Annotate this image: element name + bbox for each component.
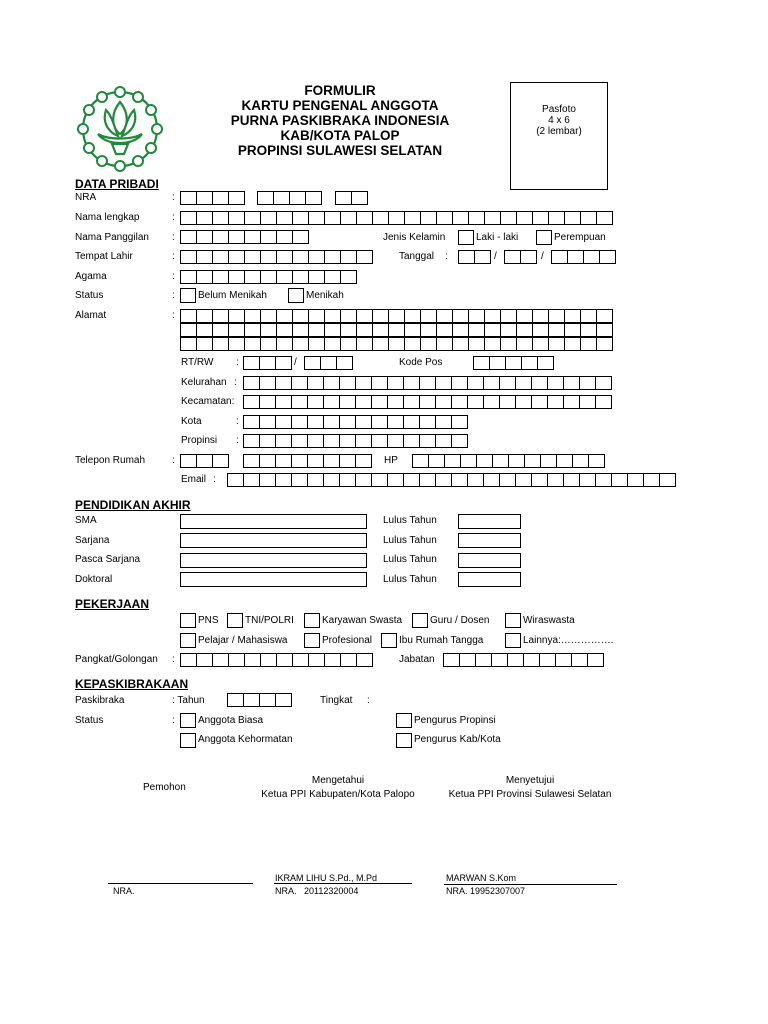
colon: : xyxy=(172,455,175,466)
label-status-paskib: Status xyxy=(75,715,104,726)
colon: : xyxy=(172,290,175,301)
signature-line-kab xyxy=(274,883,412,884)
label-perempuan: Perempuan xyxy=(554,232,606,243)
email-field[interactable] xyxy=(227,473,676,487)
pengurus-kab-checkbox[interactable] xyxy=(396,733,412,748)
label-telepon: Telepon Rumah xyxy=(75,455,146,466)
form-title-4: KAB/KOTA PALOP xyxy=(280,128,400,143)
tahun-field[interactable] xyxy=(227,693,292,707)
lainnya-checkbox[interactable] xyxy=(505,633,521,648)
wiraswasta-checkbox[interactable] xyxy=(505,613,521,628)
ketua-kab-label: Ketua PPI Kabupaten/Kota Palopo xyxy=(261,789,415,800)
pasfoto-box xyxy=(510,82,608,190)
sma-field[interactable] xyxy=(180,514,367,529)
form-title-1: FORMULIR xyxy=(304,83,376,98)
label-tempat-lahir: Tempat Lahir xyxy=(75,251,133,262)
form-title-5: PROPINSI SULAWESI SELATAN xyxy=(237,143,443,158)
section-pendidikan: PENDIDIKAN AKHIR xyxy=(75,498,191,512)
label-nama-lengkap: Nama lengkap xyxy=(75,212,140,223)
guru-dosen-checkbox[interactable] xyxy=(412,613,428,628)
label-pasca-sarjana: Pasca Sarjana xyxy=(75,554,141,565)
profesional-checkbox[interactable] xyxy=(304,633,320,648)
label-lulus: Lulus Tahun xyxy=(383,535,437,546)
colon: : xyxy=(172,654,175,665)
label-menikah: Menikah xyxy=(306,290,344,301)
menikah-checkbox[interactable] xyxy=(288,288,304,303)
ppi-logo xyxy=(70,84,170,174)
slash: / xyxy=(494,251,497,262)
section-pekerjaan: PEKERJAAN xyxy=(75,597,150,611)
label-ibu-rumah-tangga: Ibu Rumah Tangga xyxy=(399,635,484,646)
signer-kab-name: IKRAM LIHU S.Pd., M.Pd xyxy=(275,873,378,883)
colon: : xyxy=(172,271,175,282)
pasfoto-label: Pasfoto xyxy=(542,104,576,115)
label-tanggal: Tanggal xyxy=(399,251,435,262)
label-hp: HP xyxy=(384,455,398,466)
laki-checkbox[interactable] xyxy=(458,230,474,245)
section-data-pribadi: DATA PRIBADI xyxy=(75,177,159,191)
pasfoto-size: 4 x 6 xyxy=(548,115,570,126)
section-kepaskibrakaan: KEPASKIBRAKAAN xyxy=(75,677,189,691)
colon: : xyxy=(172,251,175,262)
alamat-field-1[interactable] xyxy=(180,309,613,323)
nra-field-3[interactable] xyxy=(335,191,368,205)
label-status: Status xyxy=(75,290,104,301)
jabatan-field[interactable] xyxy=(443,653,604,667)
rt-field[interactable] xyxy=(243,356,292,370)
doktoral-field[interactable] xyxy=(180,572,367,587)
perempuan-checkbox[interactable] xyxy=(536,230,552,245)
kota-field[interactable] xyxy=(243,415,468,429)
telepon-number-field[interactable] xyxy=(243,454,372,468)
ketua-prov-label: Ketua PPI Provinsi Sulawesi Selatan xyxy=(448,789,612,800)
nama-lengkap-field[interactable] xyxy=(180,211,613,225)
colon: : xyxy=(213,474,216,485)
label-tingkat: Tingkat xyxy=(320,695,353,706)
form-title-3: PURNA PASKIBRAKA INDONESIA xyxy=(230,113,450,128)
label-nra: NRA xyxy=(75,192,97,203)
label-guru-dosen: Guru / Dosen xyxy=(430,615,490,626)
label-profesional: Profesional xyxy=(322,635,373,646)
kode-pos-field[interactable] xyxy=(473,356,554,370)
tempat-lahir-field[interactable] xyxy=(180,250,373,264)
label-rtrw: RT/RW xyxy=(181,357,214,368)
colon: : xyxy=(172,715,175,726)
mengetahui-label: Mengetahui xyxy=(311,775,365,786)
sarjana-lulus-field[interactable] xyxy=(458,533,521,548)
label-lulus: Lulus Tahun xyxy=(383,574,437,585)
label-laki: Laki - laki xyxy=(476,232,519,243)
label-kelurahan: Kelurahan xyxy=(181,377,227,388)
label-tahun: : Tahun xyxy=(172,695,205,706)
label-kecamatan: Kecamatan: xyxy=(181,396,235,407)
menyetujui-label: Menyetujui xyxy=(505,775,555,786)
label-lulus: Lulus Tahun xyxy=(383,515,437,526)
label-pangkat: Pangkat/Golongan xyxy=(75,654,158,665)
label-jabatan: Jabatan xyxy=(399,654,435,665)
label-pelajar: Pelajar / Mahasiswa xyxy=(198,635,288,646)
label-email: Email xyxy=(181,474,207,485)
hp-field[interactable] xyxy=(412,454,605,468)
tanggal-year-field[interactable] xyxy=(551,250,616,264)
sarjana-field[interactable] xyxy=(180,533,367,548)
label-anggota-kehormatan: Anggota Kehormatan xyxy=(198,734,293,745)
label-tni-polri: TNI/POLRI xyxy=(245,615,294,626)
label-sma: SMA xyxy=(75,515,97,526)
pasca-lulus-field[interactable] xyxy=(458,553,521,568)
telepon-area-field[interactable] xyxy=(180,454,229,468)
kelurahan-field[interactable] xyxy=(243,376,612,390)
alamat-field-3[interactable] xyxy=(180,337,613,351)
pangkat-field[interactable] xyxy=(180,653,373,667)
pemohon-nra: NRA. xyxy=(113,886,135,896)
colon: : xyxy=(172,310,175,321)
pasfoto-count: (2 lembar) xyxy=(536,126,582,137)
label-belum-menikah: Belum Menikah xyxy=(198,290,267,301)
tanggal-day-field[interactable] xyxy=(458,250,491,264)
sma-lulus-field[interactable] xyxy=(458,514,521,529)
nama-panggilan-field[interactable] xyxy=(180,230,309,244)
label-alamat: Alamat xyxy=(75,310,107,321)
colon: : xyxy=(172,192,175,203)
ibu-rumah-tangga-checkbox[interactable] xyxy=(381,633,397,648)
tni-polri-checkbox[interactable] xyxy=(227,613,243,628)
kecamatan-field[interactable] xyxy=(243,395,612,409)
colon: : xyxy=(236,416,239,427)
label-propinsi: Propinsi xyxy=(181,435,218,446)
label-pengurus-kab: Pengurus Kab/Kota xyxy=(414,734,501,745)
label-agama: Agama xyxy=(75,271,107,282)
colon: : xyxy=(236,435,239,446)
doktoral-lulus-field[interactable] xyxy=(458,572,521,587)
nra-field-1[interactable] xyxy=(180,191,245,205)
label-lainnya: Lainnya:……………. xyxy=(523,635,614,646)
pelajar-checkbox[interactable] xyxy=(180,633,196,648)
colon: : xyxy=(172,232,175,243)
signer-prov-name: MARWAN S.Kom xyxy=(446,873,517,883)
propinsi-field[interactable] xyxy=(243,434,468,448)
colon: : xyxy=(236,357,239,368)
agama-field[interactable] xyxy=(180,270,357,284)
label-paskibraka: Paskibraka xyxy=(75,695,125,706)
label-kode-pos: Kode Pos xyxy=(399,357,443,368)
colon: : xyxy=(172,212,175,223)
pengurus-propinsi-checkbox[interactable] xyxy=(396,713,412,728)
form-title-2: KARTU PENGENAL ANGGOTA xyxy=(241,98,439,113)
label-wiraswasta: Wiraswasta xyxy=(523,615,575,626)
colon: : xyxy=(234,377,237,388)
tanggal-month-field[interactable] xyxy=(504,250,537,264)
pasca-sarjana-field[interactable] xyxy=(180,553,367,568)
slash: / xyxy=(294,357,297,368)
label-nama-panggilan: Nama Panggilan xyxy=(75,232,149,243)
label-jenis-kelamin: Jenis Kelamin xyxy=(383,232,446,243)
label-pns: PNS xyxy=(198,615,219,626)
pns-checkbox[interactable] xyxy=(180,613,196,628)
label-sarjana: Sarjana xyxy=(75,535,110,546)
signature-line-pemohon xyxy=(108,883,253,884)
label-pengurus-propinsi: Pengurus Propinsi xyxy=(414,715,496,726)
pemohon-label: Pemohon xyxy=(143,782,186,793)
label-lulus: Lulus Tahun xyxy=(383,554,437,565)
karyawan-swasta-checkbox[interactable] xyxy=(304,613,320,628)
nra-field-2[interactable] xyxy=(257,191,322,205)
colon: : xyxy=(367,695,370,706)
signer-prov-nra: NRA. 19952307007 xyxy=(446,886,526,896)
rw-field[interactable] xyxy=(304,356,353,370)
belum-menikah-checkbox[interactable] xyxy=(180,288,196,303)
anggota-kehormatan-checkbox[interactable] xyxy=(180,733,196,748)
alamat-field-2[interactable] xyxy=(180,323,613,337)
label-karyawan-swasta: Karyawan Swasta xyxy=(322,615,403,626)
label-anggota-biasa: Anggota Biasa xyxy=(198,715,264,726)
signer-kab-nra: NRA. 20112320004 xyxy=(275,886,359,896)
label-kota: Kota xyxy=(181,416,202,427)
label-doktoral: Doktoral xyxy=(75,574,113,585)
anggota-biasa-checkbox[interactable] xyxy=(180,713,196,728)
colon: : xyxy=(445,251,448,262)
slash: / xyxy=(541,251,544,262)
lotus-emblem-icon xyxy=(70,84,170,174)
